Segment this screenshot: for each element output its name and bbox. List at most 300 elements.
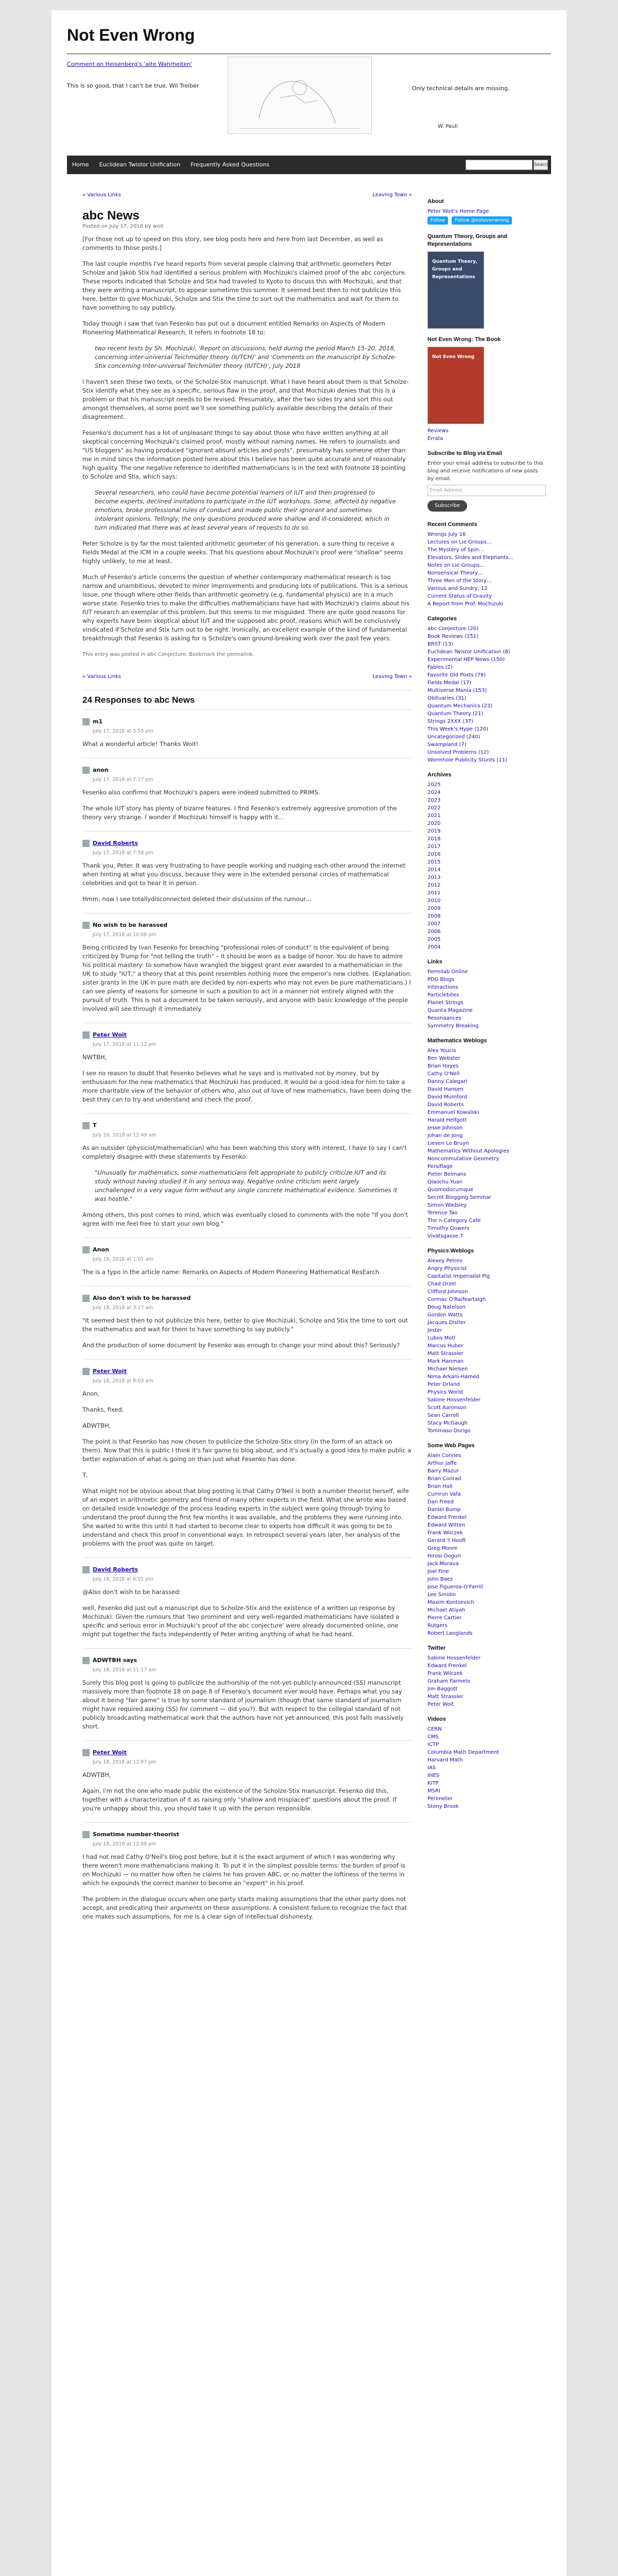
physics-weblog-link[interactable]: Lubos Motl [427,1335,456,1341]
comment-header [82,1030,412,1039]
physics-weblog-link[interactable]: Physics World [427,1389,463,1395]
comment-header [82,1656,412,1665]
comment-author: m1 [93,718,103,725]
link-item[interactable]: Particlebites [427,992,459,998]
comment [82,1557,412,1648]
comments-title: 24 Responses to abc News [82,690,412,704]
nav-home[interactable]: Home [72,161,89,168]
comment-text: @Also don't wish to be harassed: [82,1588,181,1596]
comment-text: The point is that Fesenko has now chosen to publicize the Scholze-Stix story (in the form of an attack on them). Now that this is public I think it's fair game to blog about, and it's actually a good idea to make public a better explanation of what is going on than just what Fesenko has done. [82,1438,411,1463]
comment-author: No wish to be harassed [93,922,168,928]
subscribe-heading: Subscribe to Blog via Email [427,450,502,456]
physics-weblogs-heading: Physics Weblogs [427,1248,474,1254]
comment-header [82,717,412,726]
main-content [82,191,412,1930]
video-link[interactable]: Harvard Math [427,1757,463,1763]
web-page-link[interactable]: Edward Frenkel [427,1515,467,1520]
math-weblog-link[interactable]: Quomodocumque [427,1187,474,1193]
math-weblog-link[interactable]: Qiaochu Yuan [427,1179,463,1185]
twitter-link[interactable]: Matt Strassler [427,1694,464,1700]
avatar-icon [82,840,90,847]
comment-date[interactable]: July 18, 2018 at 12:08 pm [93,1841,157,1847]
comment-text: I see no reason to doubt that Fesenko believes what he says and is motivated not by money, but by enthusiasm for the new mathematics that Mochizuki has produced. It would be a good idea for him to take a more charitable view of the behavior of others who, also out of love of new mathematics, have been doing the best they can to try and understand and check the proof. [82,1070,411,1103]
comment-text: The problem in the dialogue occurs when one party starts making assumptions that the other party does not accept, and predicating their arguments on these assumptions. A consistent failure to recognize the fact that one makes such assumptions, for me is a clear sign of intellectual dishonesty. [82,1895,407,1920]
category-link[interactable]: Quantum Theory (21) [427,711,484,717]
math-weblog-link[interactable]: Ben Webster [427,1056,460,1061]
category-link[interactable]: Quantum Mechanics (23) [427,703,493,709]
comment-author: ADWTBH says [93,1657,138,1664]
comment-quote: "Unusually for mathematics, some mathematicians felt appropriate to publicly criticize IUT and its study without having studied it in any serious way. Negative online criticism went largely unchallenged in a very vague form without any single concrete mathematical evidence. Sometimes it was hostile." [95,1169,398,1202]
web-page-link[interactable]: Cumrun Vafa [427,1492,461,1497]
physics-weblog-link[interactable]: Marcus Huber [427,1343,464,1349]
category-link[interactable]: Favorite Old Posts (79) [427,672,486,678]
web-page-link[interactable]: Jack Morava [427,1561,459,1567]
site-header [67,10,551,156]
comment-text: Thank you, Peter. It was very frustrating to have people working and nudging each other around the internet when hinting at what you discuss, because they were in the extended personal circles of mathematical celebrities and got to hear it in person. [82,862,406,887]
twitter-heading: Twitter [427,1645,446,1651]
archive-link[interactable]: 2004 [427,944,441,950]
comment [82,831,412,913]
physics-weblog-link[interactable]: Gordon Watts [427,1312,463,1318]
recent-comment-link[interactable]: Wrongs July 16 [427,532,466,537]
link-item[interactable]: Resonaances [427,1015,461,1021]
math-weblog-link[interactable]: Brian Hayes [427,1063,459,1069]
banner-quote-right: Only technical details are missing. [412,85,510,92]
recent-comment-link[interactable]: A Report from Prof. Mochizuki [427,601,504,607]
physics-weblog-link[interactable]: Clifford Johnson [427,1289,468,1295]
physics-weblog-link[interactable]: Jester [427,1328,442,1333]
archive-link[interactable]: 2024 [427,790,441,795]
web-page-link[interactable]: Joel Fine [427,1569,449,1574]
comment-date[interactable]: July 18, 2018 at 12:49 am [93,1132,157,1138]
post-paragraph: [For those not up to speed on this story, see blog posts here and here from last December, as well as comments to those posts.] [82,235,384,251]
post-quote: Several researchers, who could have become potential learners of IUT and then progressed to become experts, declined invitations to participate in the IUT workshops. Some, affected by negative emotions, broke professional rules of conduct and made public their ignorant and sometimes intolerant opinions. Tellingly, the only questions produced were shallow and ill-considered, which in turn indicated that there was at least several years of requests to do so. [95,489,396,531]
videos-list [427,1725,546,1810]
web-page-link[interactable]: Frank Wilczek [427,1530,463,1536]
physics-weblog-link[interactable]: Doug Natelson [427,1304,466,1310]
comment-date[interactable]: July 18, 2018 at 8:03 am [93,1378,153,1384]
category-link[interactable]: Book Reviews (151) [427,634,479,639]
comment-header [82,1748,412,1757]
archive-link[interactable]: 2007 [427,921,441,927]
post-paragraph: Much of Fesenko's article concerns the question of whether contemporary mathematical research is too narrow and unambitious, devoted to minor improvements and producing lots of publications. This is a serious issue, one though where other fields than arithmetic geometry (e.g. fundamental physics) are in a much worse state. Fesenko tries to make the difficulties mathematicians have had with Mochizuki's claims about his IUT research an exemplar of this problem, but this seems to me misguided. There are quite good reasons for why experts have been skeptical about IUT and the supposed abc proof, reasons which will be conclusively vindicated if Scholze and Stix turn out to be right. Ironically, an excellent example of the kind of fundamental breakthrough that Fesenko is asking for is Scholze's own ground-breaking work over the past few years. [82,573,410,642]
archive-link[interactable]: 2020 [427,821,441,826]
math-weblog-link[interactable]: Terence Tao [427,1210,458,1216]
twitter-link[interactable]: Frank Wilczek [427,1671,463,1676]
recent-comment-link[interactable]: Notes on Lie Groups… [427,563,485,568]
post-paragraph: Peter Scholze is by far the most talented arithmetic geometer of his generation, a sure thing to receive a Fields Medal at the ICM in a couple weeks. That his questions about Mochizuki's proof were "shallow" seems highly unlikely, to me at least. [82,540,403,565]
physics-weblog-link[interactable]: Chad Orzel [427,1281,456,1287]
twitter-list [427,1654,546,1708]
archive-link[interactable]: 2006 [427,929,441,935]
math-weblog-link[interactable]: David Mumford [427,1094,467,1100]
post-nav-bottom [82,672,412,683]
physics-weblog-link[interactable]: Nima Arkani-Hamed [427,1374,479,1380]
math-weblog-link[interactable]: Lieven Le Bruyn [427,1141,469,1146]
video-link[interactable]: Stony Brook [427,1804,459,1809]
post-quote: two recent texts by Sh. Mochizuki, 'Report on discussions, held during the period March 15–20, 2018, concerning inter-universal Teichmüller theory (IUTCH)' and 'Comments on the manuscript by Scholze-Stix concerning Inter-universal Teichmüller theory (IUTCH)', July 2018 [95,345,397,369]
math-weblog-link[interactable]: David Roberts [427,1102,464,1108]
follow-button[interactable]: Follow [427,216,448,225]
category-link[interactable]: Experimental HEP News (150) [427,657,505,663]
video-link[interactable]: Perimeter [427,1796,453,1802]
archive-link[interactable]: 2010 [427,898,441,904]
reviews-link[interactable]: Reviews [427,428,449,434]
comment-date[interactable]: July 17, 2018 at 5:55 pm [93,728,153,734]
archive-link[interactable]: 2023 [427,798,441,803]
comment-text: Anon, [82,1390,100,1397]
recent-comment-link[interactable]: The Mystery of Spin… [427,547,484,553]
web-page-link[interactable]: Greg Moore [427,1546,458,1551]
comment-date[interactable]: July 17, 2018 at 7:17 pm [93,777,153,783]
recent-comment-link[interactable]: Lectures on Lie Groups… [427,539,492,545]
sidebar [427,191,546,1810]
video-link[interactable]: ICTP [427,1742,439,1748]
follow-twitter-button[interactable]: Follow @notevenwrong [452,216,512,225]
math-weblog-link[interactable]: Secret Blogging Seminar [427,1195,491,1200]
physics-weblog-link[interactable]: Alexey Petrov [427,1258,463,1264]
category-link[interactable]: Strings 2XXX (37) [427,719,473,724]
comment-author: Anon [93,1246,109,1253]
archive-link[interactable]: 2011 [427,890,441,896]
comment-text: Fesenko also confirms that Mochizuki's papers were indeed submitted to PRIMS. [82,789,320,796]
email-field[interactable]: Email Address [427,485,546,496]
math-weblog-link[interactable]: Alex Youcis [427,1048,456,1054]
avatar-icon [82,767,90,774]
physics-weblogs-list [427,1257,546,1435]
comment-author: Also don't wish to be harassed [93,1295,191,1301]
category-link[interactable]: This Week's Hype (120) [427,726,489,732]
comment-header [82,1294,412,1302]
comment [82,1648,412,1740]
category-link[interactable]: Wormhole Publicity Stunts (11) [427,757,507,763]
book-cover-quantum-theory[interactable] [427,251,484,329]
category-link[interactable]: BRST (13) [427,641,453,647]
comment [82,709,412,758]
math-weblog-link[interactable]: Emmanuel Kowalski [427,1110,479,1115]
comment-text: ADWTBH, [82,1771,111,1778]
categories-heading: Categories [427,616,457,622]
comment [82,1238,412,1286]
categories-list [427,625,546,764]
physics-weblog-link[interactable]: Matt Strassler [427,1351,464,1357]
comment-date[interactable]: July 18, 2018 at 1:01 am [93,1257,153,1262]
web-page-link[interactable]: Pierre Cartier [427,1615,462,1621]
avatar-icon [82,718,90,725]
archive-link[interactable]: 2025 [427,782,441,788]
comment-text: Being criticized by Ivan Fesenko for breaching "professional roles of conduct" is the equivalent of being criticized by Trump for "not telling the truth" – it should be worn as a badge of honor. You do have to admire his political mastery: to somehow have wrangled the biggest grant ever awarded to a mathematician in the UK to study "IUT," a theory that at this point resembles nothing more the emperor's new clothes. (Explanation: sister grants in the UK in pure math are decided by non-experts who may not even be pure mathematicians.) I can see plenty of reasons for someone in such a position to act in a manner not entirely aligned with the pursuit of truth. This is not a document to be taken seriously, and anyone with basic knowledge of the people involved will see through it immediately. [82,944,412,1012]
comment-text: Among others, this post comes to mind, which was eventually closed to comments with the note "If you don't agree with me feel free to start your own blog." [82,1211,408,1227]
comment-date[interactable]: July 18, 2018 at 3:17 am [93,1305,153,1311]
category-link[interactable]: Fables (2) [427,665,453,670]
next-post-link[interactable]: Leaving Town » [372,674,412,680]
avatar-icon [82,1295,90,1302]
comment-text: And the production of some document by Fesenko was enough to change your mind about this? Seriously? [82,1342,400,1349]
subscribe-button[interactable]: Subscribe [427,500,467,512]
page [52,10,566,2576]
web-page-link[interactable]: Dan Freed [427,1499,454,1505]
avatar-icon [82,1749,90,1756]
comment-text: Thanks, fixed. [82,1406,124,1413]
comment-author[interactable]: David Roberts [93,1566,138,1573]
archive-link[interactable]: 2008 [427,913,441,919]
twitter-link[interactable]: Peter Woit [427,1702,454,1707]
web-page-link[interactable]: Michael Atiyah [427,1607,466,1613]
comment-date[interactable]: July 18, 2018 at 12:07 pm [93,1759,157,1765]
link-item[interactable]: Interactions [427,985,458,990]
post-footer-meta: This entry was posted in abc Conjecture. Bookmark the permalink. [82,652,254,657]
comment-date[interactable]: July 17, 2018 at 7:58 pm [93,850,153,856]
comment-date[interactable]: July 18, 2018 at 6:01 pm [93,1577,153,1582]
archive-link[interactable]: 2009 [427,906,441,911]
prev-post-link[interactable]: « Various Links [82,674,121,680]
post-paragraph: Today though I saw that Ivan Fesenko has put out a document entitled Remarks on Aspects of Modern Pioneering Mathematical Research, It refers in footnote 18 to: [82,320,385,336]
comment-text: Surely this blog post is going to publicize the authorship of the not-yet-publicly-announced (SS) manuscript massively more than footnote 18 on page 8 of Fesenko's document ever would have. Perhaps what you say about it being "fair game" is true by some standard of journalism (though that same standard of journalism might have required asking (SS) for comment — did you?). But with respect to the collegial standard of not publicly broadcasting mathematical work that the authors have not yet announced, this post falls massively short. [82,1679,404,1730]
twitter-link[interactable]: Jim Baggott [427,1686,458,1692]
web-page-link[interactable]: John Baez [427,1577,453,1582]
web-page-link[interactable]: Jose Figueroa-O'Farrill [427,1584,484,1590]
comment-author[interactable]: Peter Woit [93,1031,127,1038]
video-link[interactable]: CERN [427,1726,442,1732]
web-page-link[interactable]: Alain Connes [427,1453,461,1459]
links-heading: Links [427,959,442,965]
math-weblog-link[interactable]: Persiflage [427,1164,453,1170]
book-cover-title: Quantum Theory, Groups and Representations [432,259,477,280]
comment-author[interactable]: David Roberts [93,840,138,846]
link-item[interactable]: PDG Blogs [427,977,454,982]
comment-text: The is a typo in the article name: Remarks on Aspects of Modern Pioneering Mathematical ResEarch [82,1268,379,1276]
math-weblog-link[interactable]: Danny Calegari [427,1079,468,1084]
book2-heading[interactable]: Not Even Wrong: The Book [427,336,501,343]
book-cover-title: Not Even Wrong [432,354,475,360]
comment-text: As an outsider (physicist/mathematician) who has been watching this story with interest, I have to say I can't completely disagree with these statements by Fesenko: [82,1144,407,1160]
comment-header [82,1245,412,1254]
next-post-link[interactable]: Leaving Town » [372,192,412,198]
video-link[interactable]: KITP [427,1781,439,1786]
sketch-drawing [228,57,371,133]
physics-weblog-link[interactable]: Scott Aaronson [427,1405,467,1411]
pauli-sketch-image [228,57,372,134]
category-link[interactable]: Euclidean Twistor Unification (8) [427,649,510,655]
web-page-link[interactable]: Brian Hall [427,1484,453,1489]
math-weblog-link[interactable]: Mathematics Without Apologies [427,1148,509,1154]
comment-date[interactable]: July 17, 2018 at 11:12 pm [93,1042,157,1047]
physics-weblog-link[interactable]: Peter Orland [427,1382,460,1387]
post-nav-top [82,191,412,201]
video-link[interactable]: Columbia Math Department [427,1750,500,1755]
web-page-link[interactable]: Brian Conrad [427,1476,461,1482]
link-item[interactable]: Symmetry Breaking [427,1023,479,1029]
recent-comment-link[interactable]: Elevators, Slides and Elephants… [427,555,514,561]
comment [82,1822,412,1930]
recent-comment-link[interactable]: Various and Sundry, 12 [427,586,488,591]
banner-quote-left: This is so good, that I can't be true. Wil Treiber [67,82,199,89]
category-link[interactable]: Obituaries (31) [427,696,467,701]
comment [82,1740,412,1822]
search-button[interactable]: Search [534,160,548,170]
link-item[interactable]: Planet Strings [427,1000,464,1006]
book-cover-not-even-wrong[interactable] [427,347,484,424]
book1-heading[interactable]: Quantum Theory, Groups and Representations [427,233,508,247]
archive-link[interactable]: 2013 [427,875,441,880]
comment-text: What might not be obvious about that blog posting is that Cathy O'Neil is both a number theorist herself, wife of an expert in arithmetic geometry and friend of many other experts in the field. What she wrote was based on detailed inside knowledge of the process leading experts in the subject were going through trying to understand the proof during the first few months it was available, and the problems they were running into. She waited to write this until it had started to become clear to experts how difficult it was going to be to understand and check this proof in conventional ways. In retrospect several years later, her analysis of the problems with the proof was quite on target. [82,1487,409,1547]
web-page-link[interactable]: Gerard 't Hooft [427,1538,466,1544]
post-paragraph: Fesenko's document has a lot of unpleasant things to say about those who have written anything at all skeptical concerning Mochizuki's claimed proof, mostly without naming names. He refers to journalists and "US bloggers" as having produced "ignorant absurd articles and posts", presumably has someone other than me in mind since the information posted here about this I believe has been quite accurate and of reasonably high quality. The one negative reference to identified mathematicians is in the text with footnote 18 pointing to Scholze and Stix, which says: [82,429,406,480]
physics-weblog-link[interactable]: Capitalist Imperialist Pig [427,1274,490,1279]
web-page-link[interactable]: Rutgers [427,1623,448,1629]
category-link[interactable]: Multiverse Mania (153) [427,688,487,693]
avatar-icon [82,1831,90,1838]
archive-link[interactable]: 2021 [427,813,441,819]
comment-date[interactable]: July 18, 2018 at 11:17 am [93,1667,157,1673]
post-paragraph: I haven't seen these two texts, or the Scholze-Stix manuscript. What I have heard about them is that Scholze-Stix identify what they see as a specific, serious flaw in the proof, and that Mochizuki denies that this is a problem or that his manuscript needs to be revised. Presumably, after the two sides try and sort this out amongst themselves, at some point we'll see something publicly available describing the details of their disagreement. [82,378,409,420]
web-page-link[interactable]: Robert Langlands [427,1631,473,1636]
subscribe-text: Enter your email address to subscribe to this blog and receive notifications of new posts by email. [427,461,543,482]
comment [82,1286,412,1359]
comment-header [82,1367,412,1376]
comment-text: NWTBH, [82,1054,107,1061]
physics-weblog-link[interactable]: Sean Carroll [427,1413,459,1418]
comment-author[interactable]: Peter Woit [93,1749,127,1756]
video-link[interactable]: MSRI [427,1788,440,1794]
math-weblog-link[interactable]: Vivatsgasse 7 [427,1233,464,1239]
avatar-icon [82,922,90,929]
links-list [427,968,546,1030]
comment [82,1113,412,1238]
math-weblog-link[interactable]: David Hansen [427,1087,464,1092]
math-weblog-link[interactable]: The n-Category Cafe [427,1218,481,1224]
web-page-link[interactable]: Arthur Jaffe [427,1461,457,1466]
archive-link[interactable]: 2012 [427,883,441,888]
category-link[interactable]: Unsolved Problems (12) [427,750,489,755]
physics-weblog-link[interactable]: Michael Nielsen [427,1366,468,1372]
physics-weblog-link[interactable]: Tommaso Dorigo [427,1428,471,1434]
prev-post-link[interactable]: « Various Links [82,192,121,198]
twitter-link[interactable]: Edward Frenkel [427,1663,467,1669]
physics-weblog-link[interactable]: Sabine Hossenfelder [427,1397,480,1403]
math-weblog-link[interactable]: Noncommutative Geometry [427,1156,500,1162]
math-weblog-link[interactable]: Pieter Belmans [427,1172,467,1177]
comment-text: ADWTBH, [82,1422,111,1429]
recent-comment-link[interactable]: Three Men of the Story… [427,578,492,584]
archive-link[interactable]: 2017 [427,844,441,850]
recent-comments-heading: Recent Comments [427,521,477,528]
math-weblog-link[interactable]: Timothy Gowers [427,1226,470,1231]
comment [82,758,412,831]
comment-author: Sometime number-theorist [93,1831,179,1838]
avatar-icon [82,1246,90,1253]
archive-link[interactable]: 2015 [427,859,441,865]
math-weblogs-heading: Mathematics Weblogs [427,1038,487,1044]
site-title[interactable]: Not Even Wrong [67,26,195,44]
web-page-link[interactable]: Barry Mazur [427,1468,459,1474]
web-page-link[interactable]: Maxim Kontsevich [427,1600,474,1605]
comment-header [82,766,412,774]
video-link[interactable]: CMS [427,1734,439,1740]
video-link[interactable]: IAS [427,1765,436,1771]
math-weblog-link[interactable]: Jesse Johnson [427,1125,463,1131]
recent-comment-link[interactable]: Nonsensical Theory… [427,570,483,576]
math-weblog-link[interactable]: Cathy O'Neil [427,1071,460,1077]
search-input[interactable] [466,160,533,170]
main-nav [67,156,551,174]
category-link[interactable]: abc Conjecture (20) [427,626,479,632]
web-page-link[interactable]: Hirosi Ooguri [427,1553,461,1559]
archives-list [427,781,546,951]
comment [82,1359,412,1557]
avatar-icon [82,1031,90,1039]
comment-header [82,1830,412,1839]
home-page-link[interactable]: Peter Woit's Home Page [427,209,489,214]
archives-heading: Archives [427,772,452,778]
comment-author: T [93,1122,97,1129]
web-pages-list [427,1452,546,1637]
link-item[interactable]: Fermilab Online [427,969,468,975]
archive-link[interactable]: 2005 [427,937,441,942]
link-item[interactable]: Quanta Magazine [427,1008,473,1013]
twitter-link[interactable]: Sabine Hossenfelder [427,1655,480,1661]
math-weblog-link[interactable]: Johan de Jong [427,1133,463,1139]
archive-link[interactable]: 2019 [427,828,441,834]
errata-link[interactable]: Errata [427,436,443,442]
tagline-link[interactable]: Comment on Heisenberg's 'alte Wahrheiten' [67,61,192,67]
category-link[interactable]: Fields Medal (17) [427,680,472,686]
archive-link[interactable]: 2018 [427,836,441,842]
physics-weblog-link[interactable]: Jacques Distler [427,1320,466,1326]
physics-weblog-link[interactable]: Angry Physicist [427,1266,467,1272]
comment-date[interactable]: July 17, 2018 at 10:06 pm [93,932,157,938]
post-paragraph: The last couple months I've heard reports from several people claiming that arithmetic geometers Peter Scholze and Jakob Stix had identified a serious problem with Mochizuki's claimed proof of the abc conjecture. These reports indicated that Scholze and Stix had traveled to Kyoto to discuss this with Mochizuki, and that they were writing a manuscript, to appear sometime this summer. It seemed best then to not publicize this here, better to give Mochizuki, Scholze and Stix the time to sort out the mathematics and wait for them to have something to say publicly. [82,260,407,311]
web-pages-heading: Some Web Pages [427,1443,475,1449]
comment-author: anon [93,767,109,773]
physics-weblog-link[interactable]: Cormac O'Raifeartaigh [427,1297,486,1302]
category-link[interactable]: Swampland (7) [427,742,467,748]
comments-list [82,709,412,1930]
about-heading: About [427,198,444,205]
web-page-link[interactable]: Daniel Bump [427,1507,461,1513]
post-title: abc News [82,209,140,223]
comment-text: What a wonderful article! Thanks Woit! [82,740,198,748]
video-link[interactable]: IHES [427,1773,440,1778]
math-weblog-link[interactable]: Harald Helfgott [427,1117,467,1123]
twitter-link[interactable]: Graham Farmelo [427,1679,471,1684]
comment-author[interactable]: Peter Woit [93,1368,127,1375]
nav-euclidean-twistor[interactable]: Euclidean Twistor Unification [99,161,181,168]
web-page-link[interactable]: Edward Witten [427,1522,466,1528]
nav-faq[interactable]: Frequently Asked Questions [191,161,270,168]
category-link[interactable]: Uncategorized (240) [427,734,480,740]
comment-text: Again, I'm not the one who made public the existence of the Scholze-Stix manuscript. Fesenko did this, together with a characterization of it as raising only "shallow and misplaced" questions about the proof. If you're unhappy about this, you should take it up with the person responsible. [82,1787,397,1812]
archive-link[interactable]: 2014 [427,867,441,873]
recent-comment-link[interactable]: Current Status of Gravity [427,594,492,599]
archive-link[interactable]: 2022 [427,805,441,811]
archive-link[interactable]: 2016 [427,852,441,857]
comment [82,1023,412,1113]
post-meta: Posted on July 17, 2018 by woit [82,224,164,229]
comment-header [82,1565,412,1574]
comment-text: The whole IUT story has plenty of bizarre features. I find Fesenko's extremely aggressive promotion of the theory very strange. I wonder if Mochizuki himself is happy with it… [82,805,397,821]
recent-comments-list [427,531,546,608]
comment-text: I had not read Cathy O'Neil's blog post before, but it is the exact argument of which I was wondering why there weren't more mathematicians making it. To put it in the simplest possible terms: the burden of proof is on Mochizuki — no matter how often he claims he has proven ABC, or no matter the loftiness of the terms in which he expounds the correct manner to become an "expert" in his proof. [82,1853,405,1887]
math-weblog-link[interactable]: Simon Wadsley [427,1202,467,1208]
comment-text: well, Fesenko did just out a manuscript due to Scholze-Stix and the existence of a written up response by Mochizuki. Given the rumours that 'two prominent and very well-regarded mathematicians have isolated a specific and serious error in Mochizuki's proof of the abc conjecture' were already documented online, one might put together the facts independently of Peter writing anything of what he had heard. [82,1604,400,1638]
physics-weblog-link[interactable]: Stacy McGaugh [427,1420,468,1426]
comment-header [82,839,412,848]
math-weblogs-list [427,1047,546,1240]
web-page-link[interactable]: Lee Smolin [427,1592,456,1598]
physics-weblog-link[interactable]: Mark Hanman [427,1359,464,1364]
avatar-icon [82,1122,90,1129]
